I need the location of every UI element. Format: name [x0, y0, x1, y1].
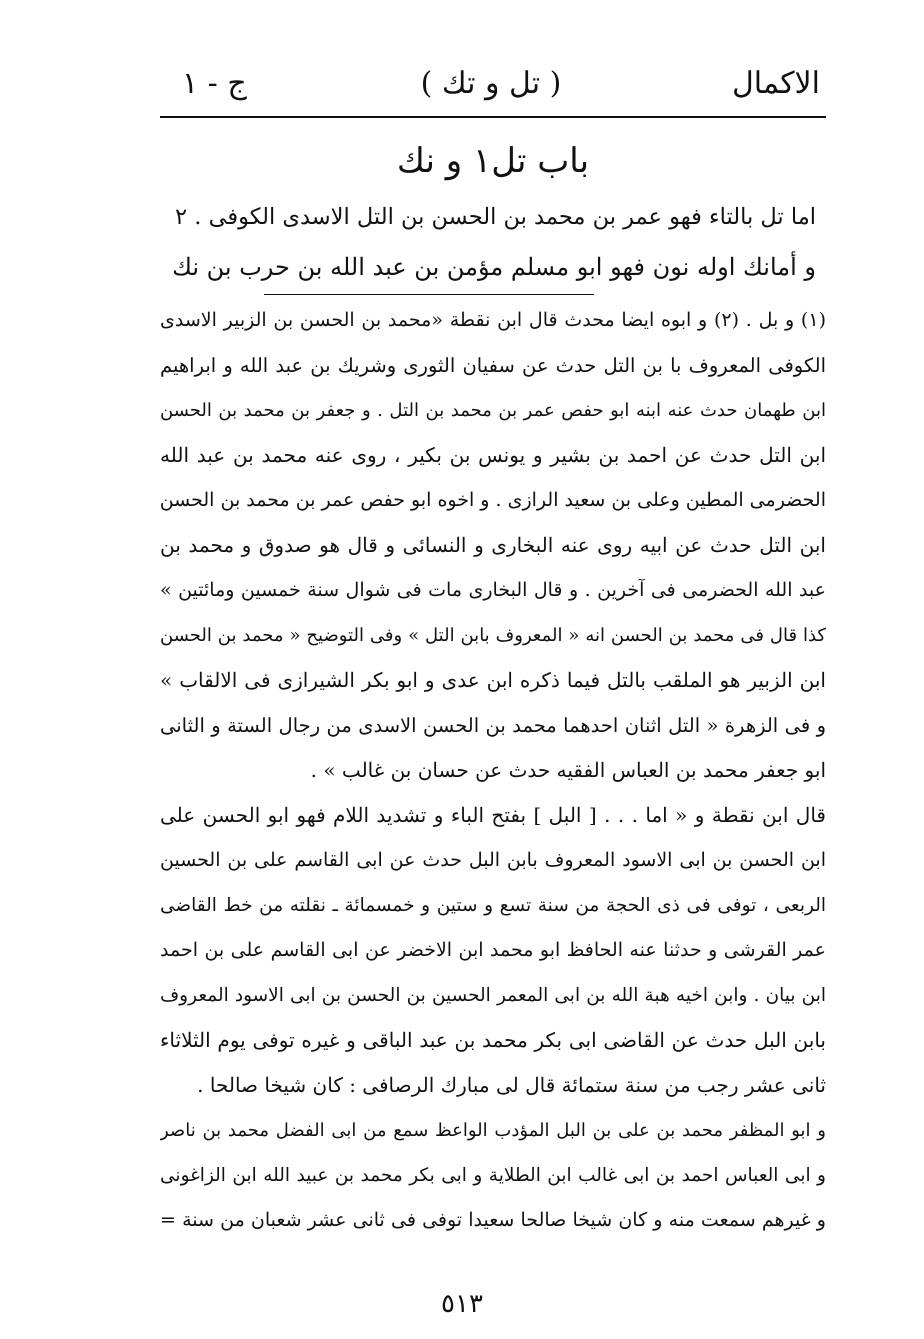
footnote-line: عبد الله الحضرمى فى آخرين . و قال البخارى مات فى شوال سنة خمسين ومائتين »	[160, 579, 826, 601]
header-divider	[160, 116, 826, 118]
footnote-divider	[264, 294, 594, 295]
footnote-line: عمر القرشى و حدثنا عنه الحافظ ابو محمد ابن الاخضر عن ابى القاسم على بن احمد	[160, 939, 826, 961]
footnote-line: (١) و بل . (٢) و ابوه ايضا محدث قال ابن نقطة «محمد بن الحسن بن الزبير الاسدى	[160, 309, 826, 331]
main-text-line: اما تل بالتاء فهو عمر بن محمد بن الحسن بن التل الاسدى الكوفى . ٢	[175, 204, 816, 230]
page-number: ٥١٣	[441, 1289, 483, 1319]
footnote-line: الربعى ، توفى فى ذى الحجة من سنة تسع و ستين و خمسمائة ـ نقلته من خط القاضى	[160, 895, 826, 916]
footnote-line: كذا قال فى محمد بن الحسن انه « المعروف بابن التل » وفى التوضيح « محمد بن الحسن	[160, 625, 826, 646]
footnote-line: ابو جعفر محمد بن العباس الفقيه حدث عن حسان بن غالب » .	[310, 758, 826, 782]
header-book-title: الاكمال	[731, 66, 820, 101]
footnote-line: بابن البل حدث عن القاضى ابى بكر محمد بن عبد الباقى و غيره توفى يوم الثلاثاء	[160, 1028, 826, 1052]
main-text-line: و أمانك اوله نون فهو ابو مسلم مؤمن بن عبد الله بن حرب بن نك	[172, 253, 816, 281]
footnote-line: قال ابن نقطة و « اما . . . [ البل ] بفتح الباء و تشديد اللام فهو ابو الحسن على	[160, 803, 826, 827]
footnote-line: ابن التل حدث عن ابيه روى عنه البخارى و النسائى و قال هو صدوق و محمد بن	[160, 533, 826, 557]
footnote-line: ابن الزبير هو الملقب بالتل فيما ذكره ابن عدى و ابو بكر الشيرازى فى الالقاب »	[160, 668, 826, 692]
footnote-line: ابن التل حدث عن احمد بن بشير و يونس بن بكير ، روى عنه محمد بن عبد الله	[160, 443, 826, 467]
footnote-line: ابن بيان . وابن اخيه هبة الله بن ابى المعمر الحسين بن الحسن بن ابى الاسود المعروف	[160, 985, 826, 1006]
chapter-title: باب تل١ و نك	[396, 141, 590, 181]
footnote-line: و ابو المظفر محمد بن على بن البل المؤدب الواعظ سمع من ابى الفضل محمد بن ناصر	[160, 1120, 826, 1141]
footnote-line: ثانى عشر رجب من سنة ستمائة قال لى مبارك الرصافى : كان شيخا صالحا .	[197, 1073, 826, 1097]
header-section-title: ( تل و تك )	[420, 66, 562, 101]
footnotes	[160, 298, 826, 1243]
footnote-line: الحضرمى المطين وعلى بن سعيد الرازى . و اخوه ابو حفص عمر بن محمد بن الحسن	[160, 489, 826, 511]
header-volume: ج - ١	[182, 66, 247, 101]
footnote-line: و غيرهم سمعت منه و كان شيخا صالحا سعيدا توفى فى ثانى عشر شعبان من سنة =	[160, 1209, 826, 1231]
footnote-line: و فى الزهرة « التل اثنان احدهما محمد بن الحسن الاسدى من رجال الستة و الثانى	[160, 714, 826, 737]
main-text	[168, 192, 816, 292]
footnote-line: و ابى العباس احمد بن ابى غالب ابن الطلاية و ابى بكر محمد بن عبيد الله ابن الزاغونى	[160, 1165, 826, 1186]
footnote-line: ابن طهمان حدث عنه ابنه ابو حفص عمر بن محمد بن التل . و جعفر بن محمد بن الحسن	[160, 400, 826, 421]
footnote-line: ابن الحسن بن ابى الاسود المعروف بابن البل حدث عن ابى القاسم على بن الحسين	[160, 849, 826, 871]
running-header	[160, 62, 822, 106]
footnote-line: الكوفى المعروف با بن التل حدث عن سفيان الثورى وشريك بن عبد الله و ابراهيم	[160, 354, 826, 377]
